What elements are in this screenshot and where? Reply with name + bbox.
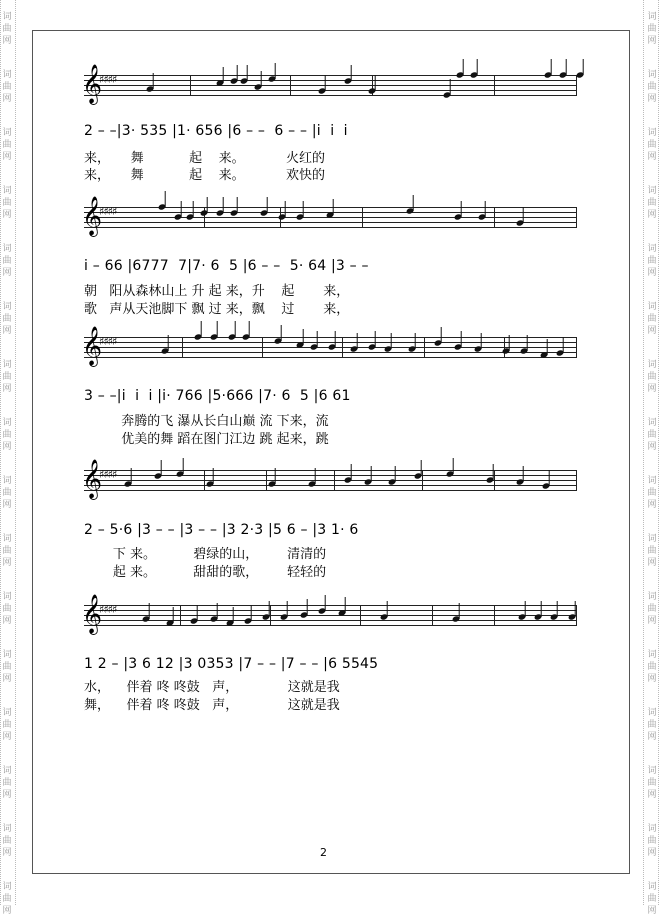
watermark-char: 曲 <box>2 836 12 846</box>
watermark-char: 曲 <box>2 372 12 382</box>
watermark-char: 词 <box>2 360 12 370</box>
watermark-char: 网 <box>2 616 12 626</box>
watermark-char: 曲 <box>647 488 657 498</box>
watermark-char: 词 <box>2 650 12 660</box>
watermark-char: 网 <box>2 36 12 46</box>
watermark-char: 词 <box>647 360 657 370</box>
treble-clef-icon: 𝄞 <box>82 326 103 366</box>
lyric-line-3a: 奔腾的飞 瀑从长白山巅 流 下来，流 <box>84 414 329 429</box>
watermark-char: 网 <box>647 732 657 742</box>
lyric-line-2b: 歌 声从天池脚下 飘 过 来，飘 过 来， <box>84 302 350 317</box>
jianpu-line-3: 3 – –|i i i |i· 766 |5·666 |7· 6 5 |6 61 <box>84 388 351 404</box>
watermark-char: 词 <box>647 128 657 138</box>
watermark-char: 网 <box>2 326 12 336</box>
watermark-char: 网 <box>647 36 657 46</box>
watermark-char: 词 <box>2 244 12 254</box>
watermark-char: 网 <box>647 268 657 278</box>
watermark-char: 网 <box>2 790 12 800</box>
lyric-line-4b: 起 来。 甜甜的歌， 轻轻的 <box>84 565 327 580</box>
watermark-char: 曲 <box>647 140 657 150</box>
treble-clef-icon: 𝄞 <box>82 196 103 236</box>
lyric-line-5b: 舞， 伴着 咚 咚鼓 声， 这就是我 <box>84 698 340 713</box>
watermark-char: 词 <box>647 824 657 834</box>
key-signature-icon: ♯♯♯♯ <box>99 205 117 218</box>
watermark-char: 曲 <box>647 546 657 556</box>
watermark-char: 曲 <box>647 836 657 846</box>
watermark-char: 网 <box>647 848 657 858</box>
watermark-char: 网 <box>2 848 12 858</box>
watermark-char: 网 <box>647 152 657 162</box>
watermark-char: 词 <box>2 476 12 486</box>
watermark-char: 曲 <box>2 720 12 730</box>
jianpu-line-2: i – 66 |6777 7|7· 6 5 |6 – – 5· 64 |3 – – <box>84 258 369 274</box>
watermark-char: 网 <box>647 616 657 626</box>
watermark-char: 曲 <box>647 314 657 324</box>
key-signature-icon: ♯♯♯♯ <box>99 73 117 86</box>
watermark-char: 词 <box>647 12 657 22</box>
lyric-line-1b: 来， 舞 起 来。 欢快的 <box>84 168 325 183</box>
watermark-char: 词 <box>2 592 12 602</box>
page-number: 2 <box>320 846 327 859</box>
watermark-char: 网 <box>647 384 657 394</box>
key-signature-icon: ♯♯♯♯ <box>99 468 117 481</box>
lyric-line-2a: 朝 阳从森林山上 升 起 来，升 起 来， <box>84 284 350 299</box>
jianpu-line-4: 2 – 5·6 |3 – – |3 – – |3 2·3 |5 6 – |3 1· 6 <box>84 522 359 538</box>
watermark-char: 词 <box>647 882 657 892</box>
watermark-char: 词 <box>2 128 12 138</box>
watermark-char: 网 <box>2 674 12 684</box>
watermark-char: 词 <box>647 418 657 428</box>
watermark-char: 网 <box>647 906 657 916</box>
watermark-char: 曲 <box>647 256 657 266</box>
watermark-char: 曲 <box>2 198 12 208</box>
watermark-char: 曲 <box>2 604 12 614</box>
watermark-char: 词 <box>647 534 657 544</box>
watermark-char: 曲 <box>647 604 657 614</box>
watermark-char: 网 <box>647 442 657 452</box>
watermark-char: 网 <box>2 906 12 916</box>
lyric-line-1a: 来， 舞 起 来。 火红的 <box>84 151 325 166</box>
watermark-char: 词 <box>647 244 657 254</box>
watermark-char: 网 <box>647 94 657 104</box>
jianpu-line-1: 2 – –|3· 535 |1· 656 |6 – – 6 – – |i i i <box>84 123 348 139</box>
watermark-char: 词 <box>2 70 12 80</box>
watermark-char: 网 <box>2 152 12 162</box>
watermark-char: 词 <box>647 650 657 660</box>
watermark-char: 曲 <box>2 82 12 92</box>
watermark-char: 词 <box>2 766 12 776</box>
watermark-char: 词 <box>2 882 12 892</box>
watermark-char: 曲 <box>2 24 12 34</box>
watermark-char: 网 <box>647 790 657 800</box>
watermark-char: 曲 <box>2 546 12 556</box>
watermark-char: 网 <box>647 500 657 510</box>
watermark-char: 网 <box>647 558 657 568</box>
watermark-char: 曲 <box>2 662 12 672</box>
watermark-char: 曲 <box>647 778 657 788</box>
watermark-char: 词 <box>2 302 12 312</box>
watermark-char: 词 <box>2 708 12 718</box>
lyric-line-4a: 下 来。 碧绿的山， 清清的 <box>84 547 327 562</box>
key-signature-icon: ♯♯♯♯ <box>99 335 117 348</box>
watermark-char: 曲 <box>647 662 657 672</box>
jianpu-line-5: 1 2 – |3 6 12 |3 0353 |7 – – |7 – – |6 5545 <box>84 656 379 672</box>
watermark-char: 网 <box>647 674 657 684</box>
key-signature-icon: ♯♯♯♯ <box>99 603 117 616</box>
lyric-line-5a: 水， 伴着 咚 咚鼓 声， 这就是我 <box>84 680 340 695</box>
watermark-char: 曲 <box>647 82 657 92</box>
watermark-char: 网 <box>2 210 12 220</box>
watermark-char: 曲 <box>2 256 12 266</box>
treble-clef-icon: 𝄞 <box>82 459 103 499</box>
watermark-char: 曲 <box>647 372 657 382</box>
watermark-char: 词 <box>647 766 657 776</box>
watermark-char: 网 <box>2 268 12 278</box>
watermark-char: 词 <box>647 186 657 196</box>
watermark-char: 曲 <box>2 430 12 440</box>
watermark-char: 词 <box>2 12 12 22</box>
watermark-char: 曲 <box>2 140 12 150</box>
watermark-char: 曲 <box>647 198 657 208</box>
watermark-char: 网 <box>2 442 12 452</box>
watermark-char: 网 <box>2 384 12 394</box>
watermark-char: 网 <box>647 326 657 336</box>
watermark-char: 网 <box>2 94 12 104</box>
watermark-char: 曲 <box>647 430 657 440</box>
treble-clef-icon: 𝄞 <box>82 64 103 104</box>
watermark-char: 曲 <box>2 894 12 904</box>
watermark-char: 曲 <box>647 894 657 904</box>
watermark-char: 曲 <box>2 488 12 498</box>
treble-clef-icon: 𝄞 <box>82 594 103 634</box>
watermark-char: 词 <box>647 302 657 312</box>
watermark-char: 曲 <box>2 778 12 788</box>
watermark-char: 网 <box>2 500 12 510</box>
watermark-char: 词 <box>647 476 657 486</box>
watermark-char: 词 <box>2 186 12 196</box>
watermark-char: 词 <box>2 824 12 834</box>
watermark-char: 词 <box>647 708 657 718</box>
watermark-char: 网 <box>2 558 12 568</box>
watermark-char: 词 <box>2 418 12 428</box>
lyric-line-3b: 优美的舞 蹈在图门江边 跳 起来，跳 <box>84 432 329 447</box>
watermark-char: 词 <box>647 592 657 602</box>
watermark-char: 曲 <box>647 720 657 730</box>
watermark-char: 曲 <box>2 314 12 324</box>
watermark-char: 网 <box>647 210 657 220</box>
watermark-char: 网 <box>2 732 12 742</box>
watermark-char: 词 <box>2 534 12 544</box>
watermark-char: 词 <box>647 70 657 80</box>
watermark-char: 曲 <box>647 24 657 34</box>
